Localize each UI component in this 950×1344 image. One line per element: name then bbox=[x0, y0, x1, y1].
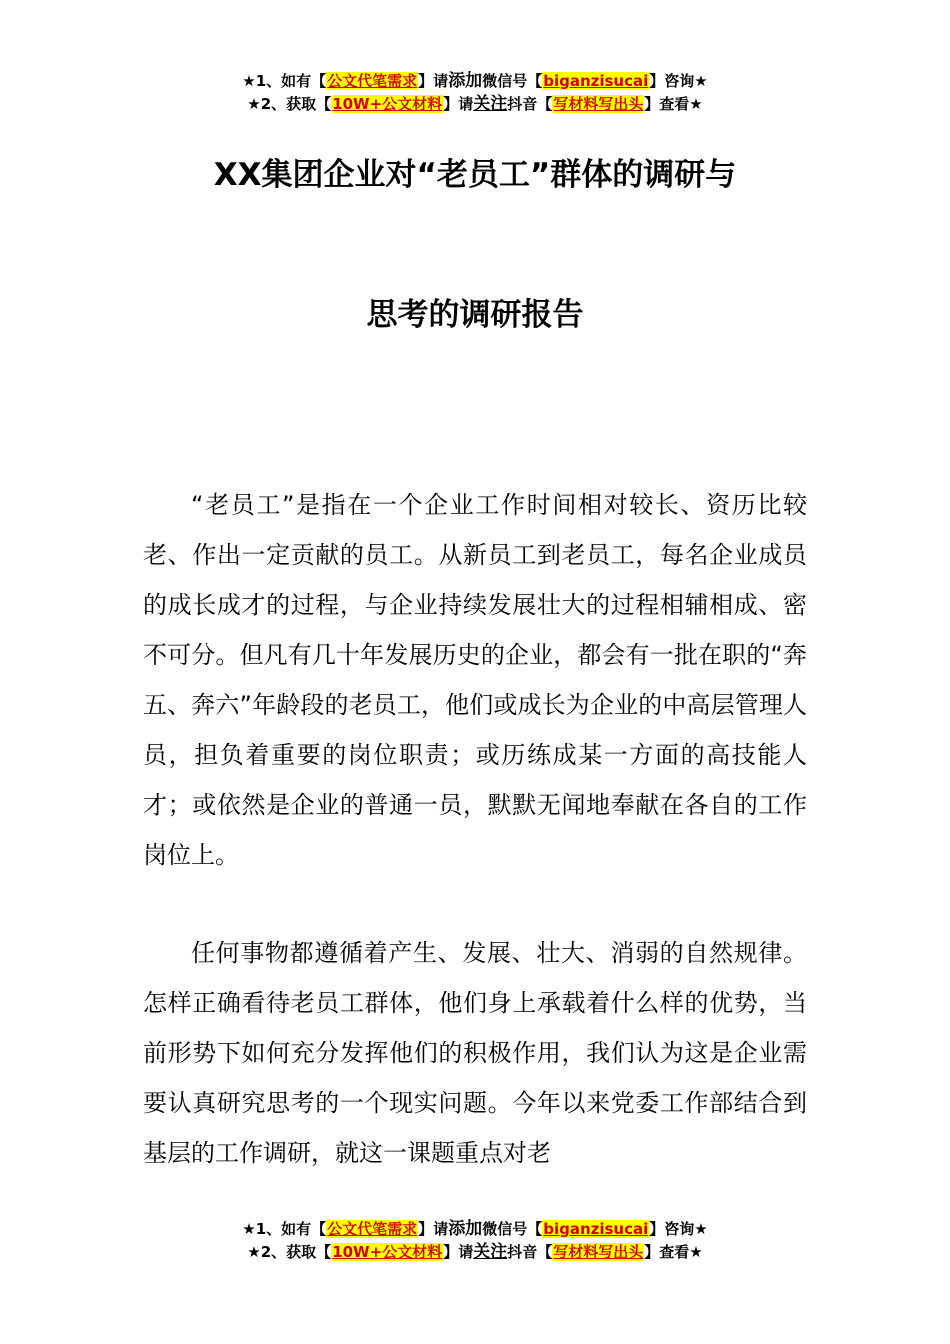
promo-highlight-materials: 10W+公文材料 bbox=[332, 95, 443, 113]
promo-highlight-service: 公文代笔需求 bbox=[327, 1220, 418, 1238]
promo-line-2 bbox=[0, 93, 950, 116]
document-title-line-1: XX集团企业对“老员工”群体的调研与 bbox=[213, 157, 737, 193]
promo-emphasis: 关注 bbox=[473, 94, 508, 114]
promo-text: ★2、获取【 bbox=[247, 1243, 332, 1261]
promo-text: 】请 bbox=[443, 1243, 474, 1261]
promo-emphasis: 关注 bbox=[473, 1242, 508, 1262]
promo-line-1 bbox=[0, 1218, 950, 1241]
promo-highlight-douyin: 写材料写出头 bbox=[553, 95, 644, 113]
promo-text: 】查看★ bbox=[644, 1243, 703, 1261]
promo-text: 】查看★ bbox=[644, 95, 703, 113]
promo-footer-bottom bbox=[0, 1218, 950, 1264]
promo-text: ★1、如有【 bbox=[242, 1220, 327, 1238]
promo-text: 】咨询★ bbox=[649, 72, 708, 90]
promo-emphasis: 添加 bbox=[448, 71, 483, 91]
promo-header-top bbox=[0, 70, 950, 116]
promo-text: 微信号【 bbox=[482, 72, 543, 90]
promo-text: ★2、获取【 bbox=[247, 95, 332, 113]
promo-highlight-service: 公文代笔需求 bbox=[327, 72, 418, 90]
body-paragraph-1: “老员工”是指在一个企业工作时间相对较长、资历比较老、作出一定贡献的员工。从新员工到老员工，每名企业成员的成长成才的过程，与企业持续发展壮大的过程相辅相成、密不可分。但凡有几十年发展历史的企业，都会有一批在职的“奔五、奔六”年龄段的老员工，他们或成长为企业的中高层管理人员，担负着重要的岗位职责；或历练成某一方面的高技能人才；或依然是企业的普通一员，默默无闻地奉献在各自的工作岗位上。 bbox=[143, 491, 807, 869]
promo-highlight-wechat: biganzisucai bbox=[543, 72, 649, 90]
promo-text: ★1、如有【 bbox=[242, 72, 327, 90]
body-paragraph-2: 任何事物都遵循着产生、发展、壮大、消弱的自然规律。怎样正确看待老员工群体，他们身上承载着什么样的优势，当前形势下如何充分发挥他们的积极作用，我们认为这是企业需要认真研究思考的一个现实问题。今年以来党委工作部结合到基层的工作调研，就这一课题重点对老 bbox=[143, 939, 807, 1167]
document-title-line-2: 思考的调研报告 bbox=[366, 297, 584, 333]
promo-text: 】请 bbox=[418, 72, 449, 90]
promo-text: 】咨询★ bbox=[649, 1220, 708, 1238]
promo-highlight-materials: 10W+公文材料 bbox=[332, 1243, 443, 1261]
promo-text: 抖音【 bbox=[507, 1243, 553, 1261]
promo-highlight-douyin: 写材料写出头 bbox=[553, 1243, 644, 1261]
promo-text: 】请 bbox=[418, 1220, 449, 1238]
promo-text: 抖音【 bbox=[507, 95, 553, 113]
promo-text: 微信号【 bbox=[482, 1220, 543, 1238]
promo-text: 】请 bbox=[443, 95, 474, 113]
promo-line-2 bbox=[0, 1241, 950, 1264]
promo-highlight-wechat: biganzisucai bbox=[543, 1220, 649, 1238]
promo-emphasis: 添加 bbox=[448, 1219, 483, 1239]
promo-line-1 bbox=[0, 70, 950, 93]
